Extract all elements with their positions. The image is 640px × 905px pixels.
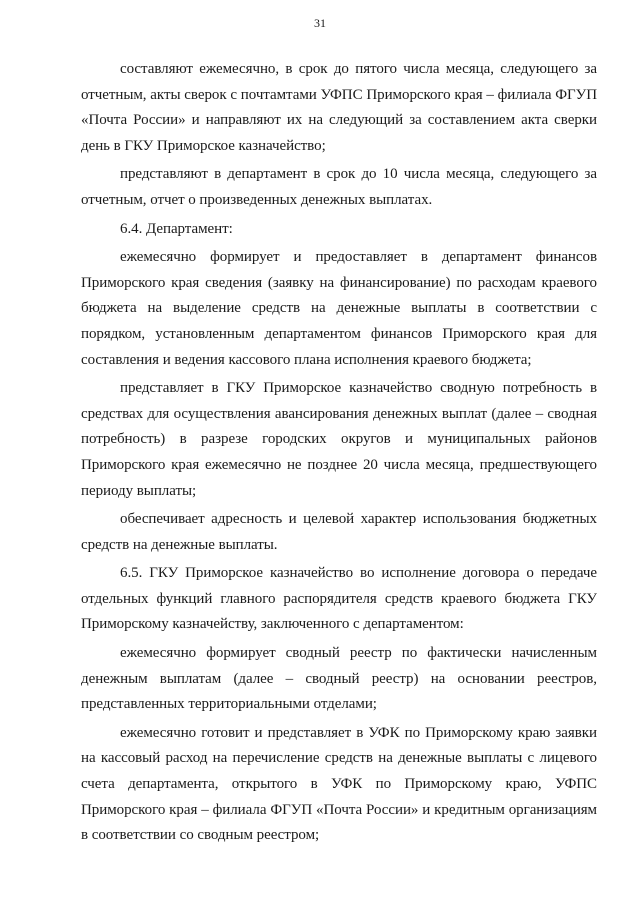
paragraph-report-to-department: представляют в департамент в срок до 10 числа месяца, следующего за отчетным, отчет о произведенных денежных выплатах. (81, 166, 597, 208)
paragraph-targeted-use: обеспечивает адресность и целевой характер использования бюджетных средств на денежные выплаты. (81, 511, 597, 553)
page-number: 31 (314, 16, 326, 30)
document-body (81, 57, 597, 852)
section-heading-6-5: 6.5. ГКУ Приморское казначейство во исполнение договора о передаче отдельных функций главного распорядителя средств краевого бюджета ГКУ Приморскому казначейству, заключенного с департаментом: (81, 565, 597, 633)
paragraph-financing-request: ежемесячно формирует и предоставляет в департамент финансов Приморского края сведения (заявку на финансирование) по расходам краевого бюджета на выделение средств на денежные выплаты в соответствии с порядком, установленным департаментом финансов Приморского края для составления и ведения кассового плана исполнения краевого бюджета; (81, 249, 597, 368)
paragraph-consolidated-need: представляет в ГКУ Приморское казначейство сводную потребность в средствах для осуществления авансирования денежных выплат (далее – сводная потребность) в разрезе городских округов и муниципальных районов Приморского края ежемесячно не позднее 20 числа месяца, предшествующего периоду выплаты; (81, 380, 597, 499)
paragraph-acts-reconciliation: составляют ежемесячно, в срок до пятого числа месяца, следующего за отчетным, акты сверок с почтамтами УФПС Приморского края – филиала ФГУП «Почта России» и направляют их на следующий за составлением акта сверки день в ГКУ Приморское казначейство; (81, 61, 597, 154)
section-heading-6-4: 6.4. Департамент: (120, 220, 233, 237)
paragraph-cash-expense-requests: ежемесячно готовит и представляет в УФК по Приморскому краю заявки на кассовый расход на перечисление средств на денежные выплаты с лицевого счета департамента, открытого в УФК по Приморскому краю, УФПС Приморского края – филиала ФГУП «Почта России» и кредитным организациям в соответствии со сводным реестром; (81, 724, 597, 844)
paragraph-consolidated-register: ежемесячно формирует сводный реестр по фактически начисленным денежным выплатам (далее – сводный реестр) на основании реестров, представленных территориальными отделами; (81, 645, 597, 713)
